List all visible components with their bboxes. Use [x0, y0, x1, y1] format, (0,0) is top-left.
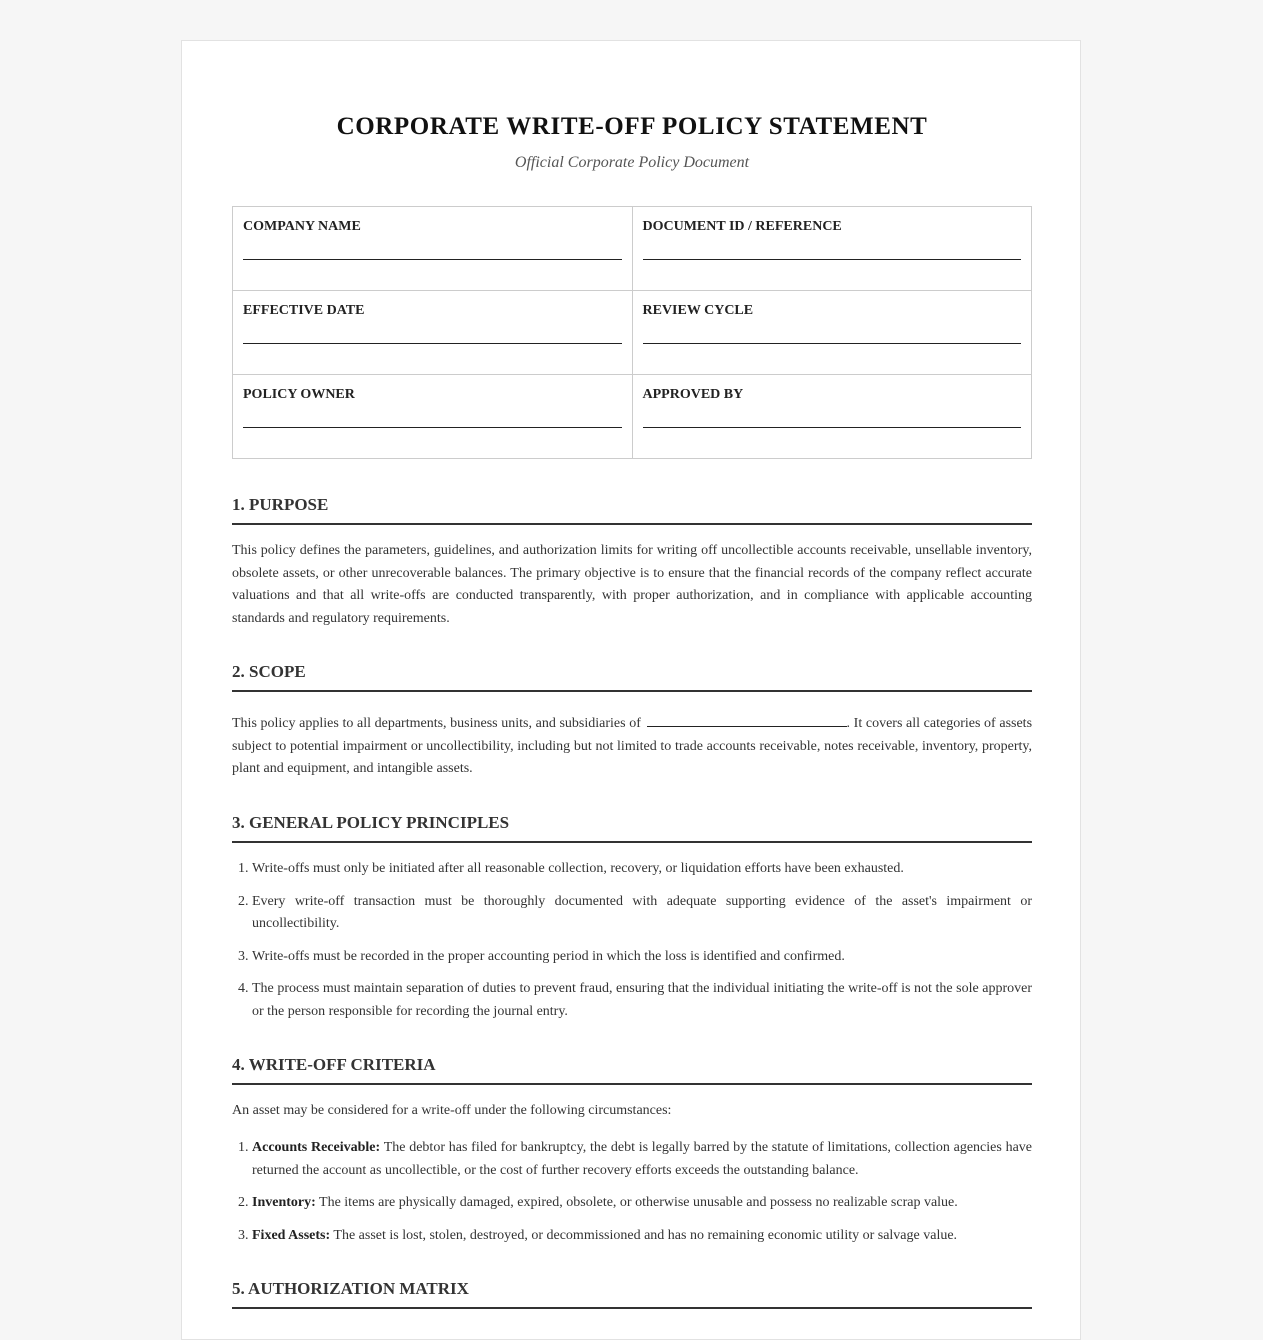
effective-date-field[interactable]	[243, 343, 622, 344]
policy-owner-label: POLICY OWNER	[243, 387, 355, 402]
company-name-cell	[233, 207, 633, 291]
document-info-table	[232, 206, 1032, 459]
effective-date-cell	[233, 291, 633, 375]
list-item: 4. The process must maintain separation of duties to prevent fraud, ensuring that the individual initiating the write-off is not the sole approver or the person responsible for recording the journal entry.	[252, 978, 1032, 1023]
list-item: 3. Write-offs must be recorded in the proper accounting period in which the loss is identified and confirmed.	[252, 946, 1032, 969]
document-title: CORPORATE WRITE-OFF POLICY STATEMENT	[336, 113, 928, 140]
list-item	[252, 1225, 1032, 1248]
approved-by-cell	[632, 375, 1032, 459]
scope-text-before: This policy applies to all departments, business units, and subsidiaries of	[232, 716, 641, 731]
review-cycle-label: REVIEW CYCLE	[642, 303, 754, 318]
criteria-text: The asset is lost, stolen, destroyed, or decommissioned and has no remaining economic utility or salvage value.	[330, 1227, 958, 1243]
list-item	[252, 1137, 1032, 1182]
policy-owner-cell	[233, 375, 633, 459]
purpose-paragraph: This policy defines the parameters, guidelines, and authorization limits for writing off uncollectible accounts receivable, unsellable inventory, obsolete assets, or other unrecoverable balances. The primary objective is to ensure that the financial records of the company reflect accurate valuations and that all write-offs are conducted transparently, with proper authorization, and in compliance with applicable accounting standards and regulatory requirements.	[232, 543, 1032, 626]
approved-by-field[interactable]	[643, 427, 1022, 428]
document-subtitle: Official Corporate Policy Document	[514, 154, 750, 171]
criteria-term: Fixed Assets:	[252, 1227, 331, 1243]
document-id-field[interactable]	[643, 259, 1022, 260]
document-id-label: DOCUMENT ID / REFERENCE	[642, 219, 842, 234]
criteria-term: Accounts Receivable:	[252, 1140, 381, 1155]
principles-list	[232, 858, 1032, 1023]
criteria-text: The debtor has filed for bankruptcy, the debt is legally barred by the statute of limitations, collection agencies have returned the account as uncollectible, or the cost of further recovery efforts exceeds the outstanding balance.	[252, 1140, 1033, 1178]
list-item: 2. Every write-off transaction must be thoroughly documented with adequate supporting evidence of the asset's impairment or uncollectibility.	[252, 891, 1032, 936]
section-heading-scope: 2. SCOPE	[232, 661, 1032, 692]
document-id-cell	[632, 207, 1032, 291]
scope-text-after: . It covers all categories of assets subject to potential impairment or uncollectibility, including but not limited to trade accounts receivable, notes receivable, inventory, property, plant and equipment, and intangible assets.	[232, 716, 1033, 776]
approved-by-label: APPROVED BY	[642, 387, 744, 402]
criteria-list	[232, 1137, 1032, 1247]
criteria-term: Inventory:	[252, 1195, 316, 1210]
review-cycle-cell	[632, 291, 1032, 375]
document-page	[181, 40, 1081, 1340]
criteria-intro: An asset may be considered for a write-off under the following circumstances:	[232, 1103, 672, 1118]
section-heading-principles: 3. GENERAL POLICY PRINCIPLES	[232, 812, 1032, 843]
company-name-field[interactable]	[243, 259, 622, 260]
review-cycle-field[interactable]	[643, 343, 1022, 344]
section-heading-purpose: 1. PURPOSE	[232, 494, 1032, 525]
company-name-label: COMPANY NAME	[243, 219, 361, 234]
scope-paragraph	[232, 713, 1032, 781]
criteria-text: The items are physically damaged, expired, obsolete, or otherwise unusable and possess no realizable scrap value.	[315, 1195, 958, 1210]
section-heading-criteria: 4. WRITE-OFF CRITERIA	[232, 1054, 1032, 1085]
subsidiary-name-field[interactable]	[647, 713, 847, 727]
effective-date-label: EFFECTIVE DATE	[243, 303, 365, 318]
list-item	[252, 1192, 1032, 1215]
policy-owner-field[interactable]	[243, 427, 622, 428]
list-item: 1. Write-offs must only be initiated after all reasonable collection, recovery, or liquidation efforts have been exhausted.	[252, 858, 1032, 881]
section-heading-authorization: 5. AUTHORIZATION MATRIX	[232, 1278, 1032, 1309]
